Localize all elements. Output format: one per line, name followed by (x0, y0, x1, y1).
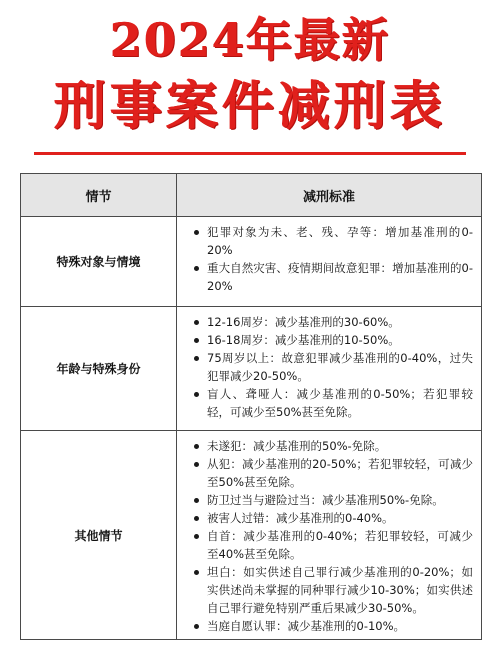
row-standards (177, 431, 482, 640)
title-year: 2024年最新 (109, 13, 391, 67)
list-item: 未遂犯：减少基准刑的50%-免除。 (207, 437, 473, 455)
list-item: 防卫过当与避险过当：减少基准刑50%-免除。 (207, 491, 473, 509)
header (0, 0, 500, 160)
list-item: 自首：减少基准刑的0-40%；若犯罪较轻，可减少至40%甚至免除。 (207, 529, 473, 561)
title-main: 刑事案件减刑表 (53, 76, 446, 137)
table-header-row (21, 174, 482, 217)
header-reduction-standard: 减刑标准 (177, 174, 482, 217)
row-category: 其他情节 (21, 431, 177, 640)
sentence-reduction-table (20, 173, 482, 640)
list-item: 当庭自愿认罪：减少基准刑的0-10%。 (207, 617, 473, 635)
header-circumstance: 情节 (21, 174, 177, 217)
row-standards (177, 217, 482, 307)
list-item: 犯罪对象为未、老、残、孕等：增加基准刑的0-20% (207, 225, 473, 257)
title-divider (34, 152, 466, 155)
row-category: 特殊对象与情境 (21, 217, 177, 307)
list-item: 被害人过错：减少基准刑的0-40%。 (207, 509, 473, 527)
row-standards (177, 307, 482, 431)
row-category: 年龄与特殊身份 (21, 307, 177, 431)
table-row (21, 217, 482, 307)
list-item: 75周岁以上：故意犯罪减少基准刑的0-40%，过失犯罪减少20-50%。 (207, 351, 473, 383)
standards-list (181, 223, 473, 295)
standards-list (181, 437, 473, 635)
list-item: 盲人、聋哑人：减少基准刑的0-50%；若犯罪较轻，可减少至50%甚至免除。 (207, 387, 473, 419)
list-item: 坦白：如实供述自己罪行减少基准刑的0-20%；如实供述尚未掌握的同种罪行减少10-30%；如实供述自己罪行避免特别严重后果减少30-50%。 (207, 565, 473, 615)
list-item: 重大自然灾害、疫情期间故意犯罪：增加基准刑的0-20% (207, 261, 473, 293)
standards-list (181, 313, 473, 421)
list-item: 从犯：减少基准刑的20-50%；若犯罪较轻，可减少至50%甚至免除。 (207, 457, 473, 489)
table-row (21, 307, 482, 431)
list-item: 12-16周岁：减少基准刑的30-60%。 (207, 313, 473, 331)
table-row (21, 431, 482, 640)
list-item: 16-18周岁：减少基准刑的10-50%。 (207, 331, 473, 349)
